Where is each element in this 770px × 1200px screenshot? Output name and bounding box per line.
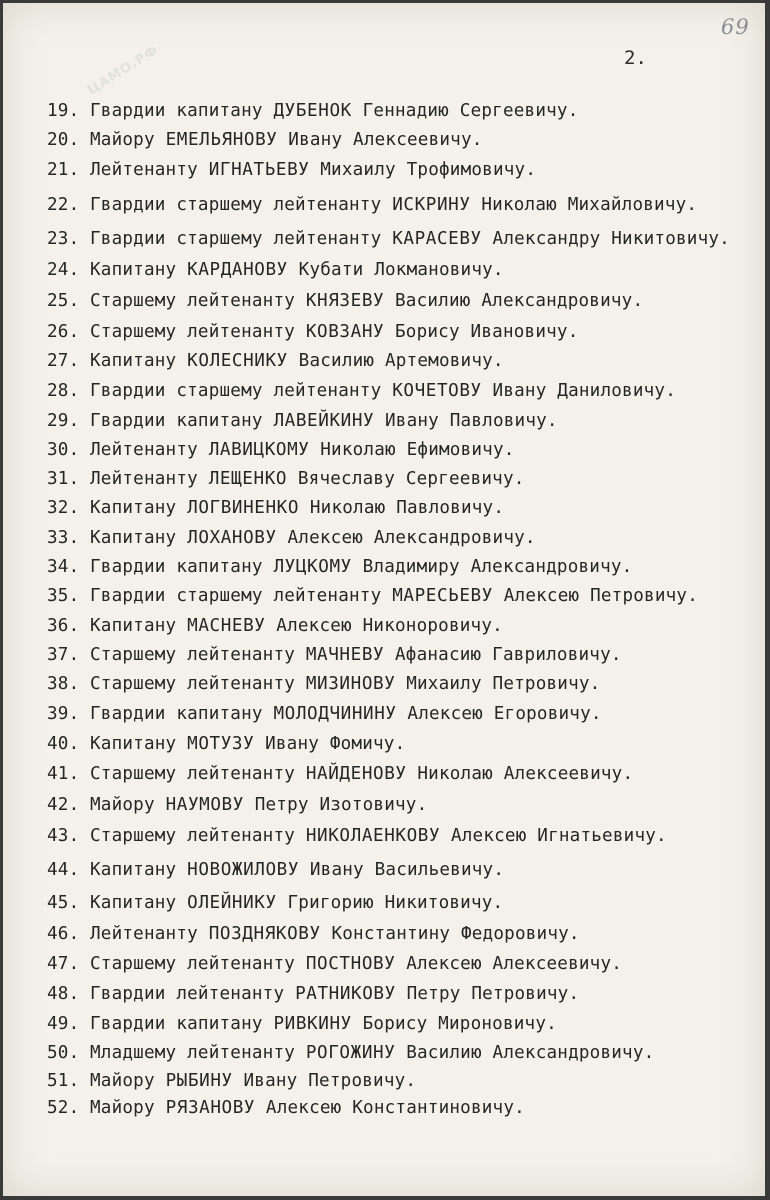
entry-number: 33. <box>47 528 80 548</box>
entry-rank: Капитану <box>90 734 177 754</box>
list-item <box>47 984 579 1004</box>
entry-surname: МИЗИНОВУ <box>305 674 396 694</box>
entry-rank: Капитану <box>90 860 177 880</box>
entry-surname: КОВЗАНУ <box>305 322 385 342</box>
entry-surname: РЯЗАНОВУ <box>165 1098 256 1118</box>
entry-number: 52. <box>47 1098 80 1118</box>
entry-number: 45. <box>47 893 80 913</box>
entry-given-name: Петру Петровичу. <box>406 984 580 1004</box>
entry-rank: Старшему лейтенанту <box>90 826 296 846</box>
entry-number: 48. <box>47 984 80 1004</box>
entry-surname: КАРДАНОВУ <box>187 260 288 280</box>
entry-number: 36. <box>47 616 80 636</box>
entry-number: 39. <box>47 704 80 724</box>
entry-surname: ЛАВИЦКОМУ <box>208 440 310 460</box>
list-item <box>47 893 503 913</box>
list-item <box>47 229 730 249</box>
list-item <box>47 616 503 636</box>
entry-number: 31. <box>47 469 80 489</box>
list-item <box>47 674 600 694</box>
entry-surname: МАСНЕВУ <box>187 616 266 636</box>
entry-surname: РАТНИКОВУ <box>295 984 396 1004</box>
entry-rank: Старшему лейтенанту <box>90 322 296 342</box>
entry-number: 32. <box>47 498 80 518</box>
entry-surname: ИСКРИНУ <box>392 195 471 215</box>
entry-given-name: Борису Ивановичу. <box>395 322 579 342</box>
entry-number: 19. <box>47 101 80 121</box>
list-item <box>47 160 536 180</box>
list-item <box>47 1098 525 1118</box>
entry-surname: НАУМОВУ <box>165 795 244 815</box>
entry-surname: ПОСТНОВУ <box>305 954 396 974</box>
watermark: ЦАМО.РФ <box>85 42 162 99</box>
entry-rank: Старшему лейтенанту <box>90 291 296 311</box>
entry-given-name: Владимиру Александровичу. <box>362 557 633 577</box>
entry-surname: ЛОГВИНЕНКО <box>187 498 300 518</box>
entry-given-name: Василию Александровичу. <box>395 291 644 311</box>
entry-given-name: Алексею Петровичу. <box>503 586 698 606</box>
list-item <box>47 498 504 518</box>
entry-given-name: Григорию Никитовичу. <box>287 893 504 913</box>
entry-surname: ИГНАТЬЕВУ <box>208 160 310 180</box>
entry-given-name: Вячеславу Сергеевичу. <box>297 469 525 489</box>
entry-rank: Лейтенанту <box>90 924 198 944</box>
entry-given-name: Алексею Константиновичу. <box>265 1098 525 1118</box>
list-item <box>47 260 504 280</box>
entry-surname: ЛУЦКОМУ <box>273 557 352 577</box>
entry-surname: НАЙДЕНОВУ <box>305 764 407 784</box>
entry-given-name: Ивану Павловичу. <box>385 411 558 431</box>
entry-rank: Капитану <box>90 498 177 518</box>
entry-given-name: Афанасию Гавриловичу. <box>395 645 622 665</box>
entry-surname: КАРАСЕВУ <box>392 229 482 249</box>
entry-number: 51. <box>47 1071 80 1091</box>
entry-rank: Майору <box>90 130 155 150</box>
entry-number: 35. <box>47 586 80 606</box>
entry-rank: Капитану <box>90 616 177 636</box>
list-item <box>47 734 405 754</box>
list-item <box>47 130 483 150</box>
entry-list <box>3 3 765 1196</box>
entry-surname: КОЛЕСНИКУ <box>187 351 288 371</box>
entry-number: 23. <box>47 229 80 249</box>
list-item <box>47 528 536 548</box>
entry-number: 46. <box>47 924 80 944</box>
entry-given-name: Николаю Ефимовичу. <box>320 440 515 460</box>
entry-surname: КНЯЗЕВУ <box>305 291 385 311</box>
entry-surname: КОЧЕТОВУ <box>392 381 482 401</box>
entry-rank: Гвардии капитану <box>90 704 263 724</box>
entry-given-name: Алексею Никоноровичу. <box>276 616 503 636</box>
entry-given-name: Михаилу Петровичу. <box>406 674 601 694</box>
entry-rank: Старшему лейтенанту <box>90 954 296 974</box>
entry-number: 49. <box>47 1014 80 1034</box>
entry-rank: Гвардии капитану <box>90 557 263 577</box>
entry-given-name: Василию Артемовичу. <box>298 351 504 371</box>
entry-surname: ЕМЕЛЬЯНОВУ <box>165 130 278 150</box>
archive-page-number: 69 <box>721 15 750 39</box>
list-item <box>47 586 698 606</box>
entry-surname: РОГОЖИНУ <box>305 1043 396 1063</box>
list-item <box>47 1043 654 1063</box>
entry-given-name: Геннадию Сергеевичу. <box>362 101 579 121</box>
entry-given-name: Алексею Александровичу. <box>287 528 536 548</box>
entry-rank: Старшему лейтенанту <box>90 674 296 694</box>
document-page <box>3 3 765 1196</box>
entry-surname: ОЛЕЙНИКУ <box>187 893 277 913</box>
list-item <box>47 860 504 880</box>
entry-given-name: Ивану Петровичу. <box>243 1071 417 1091</box>
entry-rank: Майору <box>90 1098 155 1118</box>
entry-surname: ПОЗДНЯКОВУ <box>208 924 321 944</box>
list-item <box>47 954 622 974</box>
entry-rank: Лейтенанту <box>90 469 198 489</box>
entry-rank: Гвардии старшему лейтенанту <box>90 195 382 215</box>
entry-rank: Гвардии лейтенанту <box>90 984 285 1004</box>
list-item <box>47 1071 416 1091</box>
entry-rank: Капитану <box>90 893 177 913</box>
list-item <box>47 351 504 371</box>
list-item <box>47 440 515 460</box>
entry-given-name: Николаю Михайловичу. <box>481 195 698 215</box>
entry-given-name: Василию Александровичу. <box>406 1043 655 1063</box>
entry-number: 29. <box>47 411 80 431</box>
entry-given-name: Александру Никитовичу. <box>492 229 730 249</box>
entry-number: 25. <box>47 291 80 311</box>
entry-surname: ДУБЕНОК <box>273 101 352 121</box>
entry-rank: Старшему лейтенанту <box>90 645 296 665</box>
entry-rank: Лейтенанту <box>90 160 198 180</box>
list-item <box>47 764 633 784</box>
entry-rank: Старшему лейтенанту <box>90 764 296 784</box>
entry-given-name: Кубати Локмановичу. <box>298 260 504 280</box>
entry-number: 21. <box>47 160 80 180</box>
entry-rank: Лейтенанту <box>90 440 198 460</box>
list-item <box>47 924 580 944</box>
entry-number: 42. <box>47 795 80 815</box>
entry-number: 26. <box>47 322 80 342</box>
entry-given-name: Ивану Фомичу. <box>265 734 406 754</box>
entry-surname: МАРЕСЬЕВУ <box>392 586 493 606</box>
list-item <box>47 195 697 215</box>
list-item <box>47 322 579 342</box>
entry-number: 34. <box>47 557 80 577</box>
entry-given-name: Ивану Алексеевичу. <box>288 130 483 150</box>
entry-surname: НИКОЛАЕНКОВУ <box>305 826 441 846</box>
entry-surname: РИВКИНУ <box>273 1014 352 1034</box>
entry-given-name: Николаю Павловичу. <box>309 498 505 518</box>
entry-number: 24. <box>47 260 80 280</box>
entry-number: 28. <box>47 381 80 401</box>
list-item <box>47 557 632 577</box>
entry-number: 41. <box>47 764 80 784</box>
entry-given-name: Алексею Игнатьевичу. <box>450 826 667 846</box>
entry-rank: Гвардии старшему лейтенанту <box>90 381 382 401</box>
entry-rank: Майору <box>90 1071 155 1091</box>
entry-rank: Гвардии старшему лейтенанту <box>90 229 382 249</box>
entry-surname: МОЛОДЧИНИНУ <box>273 704 397 724</box>
entry-rank: Капитану <box>90 260 177 280</box>
entry-number: 50. <box>47 1043 80 1063</box>
entry-given-name: Ивану Даниловичу. <box>492 381 677 401</box>
entry-given-name: Михаилу Трофимовичу. <box>320 160 537 180</box>
entry-given-name: Константину Федоровичу. <box>331 924 580 944</box>
entry-number: 27. <box>47 351 80 371</box>
page-number: 2. <box>624 47 647 69</box>
entry-given-name: Николаю Алексеевичу. <box>417 764 634 784</box>
entry-surname: ЛАВЕЙКИНУ <box>273 411 375 431</box>
entry-given-name: Ивану Васильевичу. <box>309 860 505 880</box>
list-item <box>47 1014 557 1034</box>
entry-number: 20. <box>47 130 80 150</box>
entry-rank: Гвардии капитану <box>90 411 263 431</box>
list-item <box>47 704 602 724</box>
entry-rank: Майору <box>90 795 155 815</box>
entry-surname: ЛОХАНОВУ <box>187 528 277 548</box>
entry-surname: ЛЕЩЕНКО <box>208 469 288 489</box>
list-item <box>47 826 667 846</box>
entry-number: 37. <box>47 645 80 665</box>
entry-surname: МОТУЗУ <box>187 734 255 754</box>
list-item <box>47 291 643 311</box>
list-item <box>47 381 676 401</box>
entry-rank: Младшему лейтенанту <box>90 1043 296 1063</box>
entry-number: 22. <box>47 195 80 215</box>
entry-given-name: Алексею Егоровичу. <box>407 704 602 724</box>
list-item <box>47 101 579 121</box>
entry-number: 40. <box>47 734 80 754</box>
list-item <box>47 795 427 815</box>
entry-given-name: Петру Изотовичу. <box>254 795 428 815</box>
entry-surname: НОВОЖИЛОВУ <box>187 860 300 880</box>
entry-surname: МАЧНЕВУ <box>305 645 385 665</box>
entry-rank: Гвардии капитану <box>90 101 263 121</box>
entry-number: 47. <box>47 954 80 974</box>
entry-rank: Капитану <box>90 528 177 548</box>
entry-rank: Гвардии капитану <box>90 1014 263 1034</box>
entry-number: 44. <box>47 860 80 880</box>
entry-number: 43. <box>47 826 80 846</box>
entry-surname: РЫБИНУ <box>165 1071 233 1091</box>
entry-given-name: Алексею Алексеевичу. <box>406 954 623 974</box>
entry-given-name: Борису Мироновичу. <box>362 1014 557 1034</box>
list-item <box>47 411 558 431</box>
entry-rank: Капитану <box>90 351 177 371</box>
entry-number: 38. <box>47 674 80 694</box>
list-item <box>47 645 622 665</box>
entry-number: 30. <box>47 440 80 460</box>
entry-rank: Гвардии старшему лейтенанту <box>90 586 382 606</box>
list-item <box>47 469 525 489</box>
